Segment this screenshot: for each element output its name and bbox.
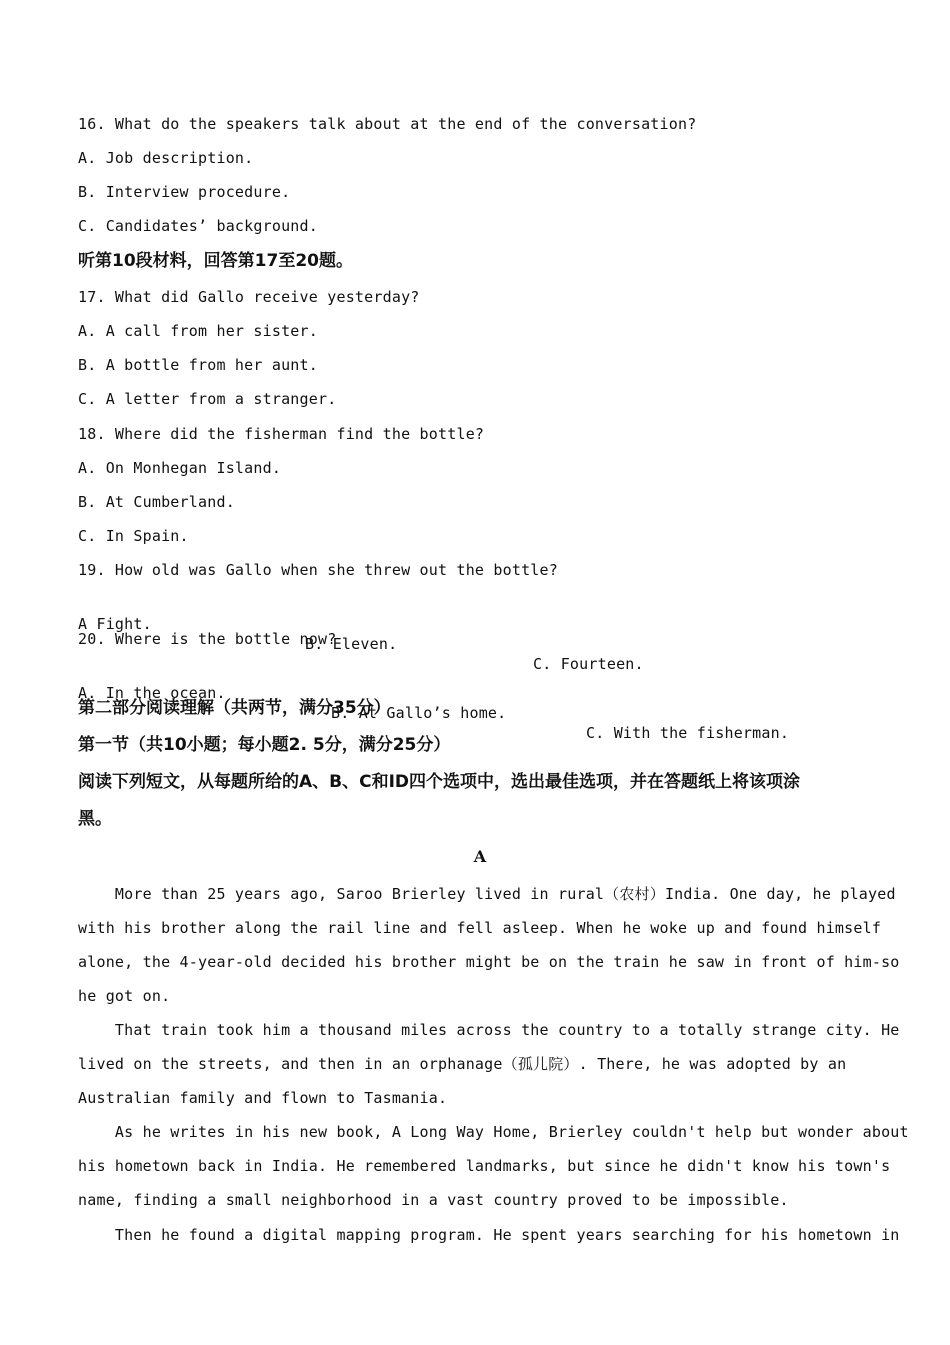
passage-line: Australian family and flown to Tasmania. <box>78 1089 448 1107</box>
passage-line: More than 25 years ago, Saroo Brierley lived in rural（农村）India. One day, he played <box>78 885 896 903</box>
q19-option-c: C. Fourteen. <box>533 655 644 673</box>
passage-line: name, finding a small neighborhood in a vast country proved to be impossible. <box>78 1191 789 1209</box>
question-20: 20. Where is the bottle now? <box>78 630 337 648</box>
passage-line: Then he found a digital mapping program. He spent years searching for his hometown in <box>78 1226 900 1244</box>
passage-line: alone, the 4-year-old decided his brother might be on the train he saw in front of him-so <box>78 953 900 971</box>
passage-line: with his brother along the rail line and fell asleep. When he woke up and found himself <box>78 919 882 937</box>
reading-instruction-line2: 黑。 <box>78 809 112 829</box>
passage-line: That train took him a thousand miles across the country to a totally strange city. He <box>78 1021 900 1039</box>
q18-option-a: A. On Monhegan Island. <box>78 459 282 477</box>
passage-line: his hometown back in India. He remembered landmarks, but since he didn't know his town's <box>78 1157 891 1175</box>
q20-option-c: C. With the fisherman. <box>586 724 790 742</box>
q16-option-b: B. Interview procedure. <box>78 183 291 201</box>
q16-option-a: A. Job description. <box>78 149 254 167</box>
q17-option-a: A. A call from her sister. <box>78 322 318 340</box>
q18-option-b: B. At Cumberland. <box>78 493 235 511</box>
question-16: 16. What do the speakers talk about at the end of the conversation? <box>78 115 697 133</box>
question-17: 17. What did Gallo receive yesterday? <box>78 288 420 306</box>
passage-line: he got on. <box>78 987 171 1005</box>
reading-instruction-line1: 阅读下列短文，从每题所给的A、B、C和ID四个选项中，选出最佳选项，并在答题纸上将该项涂 <box>78 772 801 792</box>
reading-part-title: 第二部分阅读理解（共两节，满分35分） <box>78 698 391 718</box>
listening-instruction-10: 听第10段材料，回答第17至20题。 <box>78 251 353 271</box>
question-19: 19. How old was Gallo when she threw out the bottle? <box>78 561 558 579</box>
passage-line: As he writes in his new book, A Long Way Home, Brierley couldn't help but wonder about <box>78 1123 909 1141</box>
question-18: 18. Where did the fisherman find the bottle? <box>78 425 485 443</box>
q17-option-c: C. A letter from a stranger. <box>78 390 337 408</box>
q18-option-c: C. In Spain. <box>78 527 189 545</box>
q20-option-b: B. At Gallo’s home. <box>331 704 507 722</box>
q19-option-b: B. Eleven. <box>305 635 398 653</box>
passage-label: A <box>473 847 487 866</box>
q19-option-a: A Fight. <box>78 615 152 633</box>
q20-option-a: A. In the ocean. <box>78 684 226 702</box>
q16-option-c: C. Candidates’ background. <box>78 217 318 235</box>
q17-option-b: B. A bottle from her aunt. <box>78 356 318 374</box>
reading-section-title: 第一节（共10小题；每小题2. 5分，满分25分） <box>78 735 451 755</box>
passage-line: lived on the streets, and then in an orphanage（孤儿院）. There, he was adopted by an <box>78 1055 847 1073</box>
